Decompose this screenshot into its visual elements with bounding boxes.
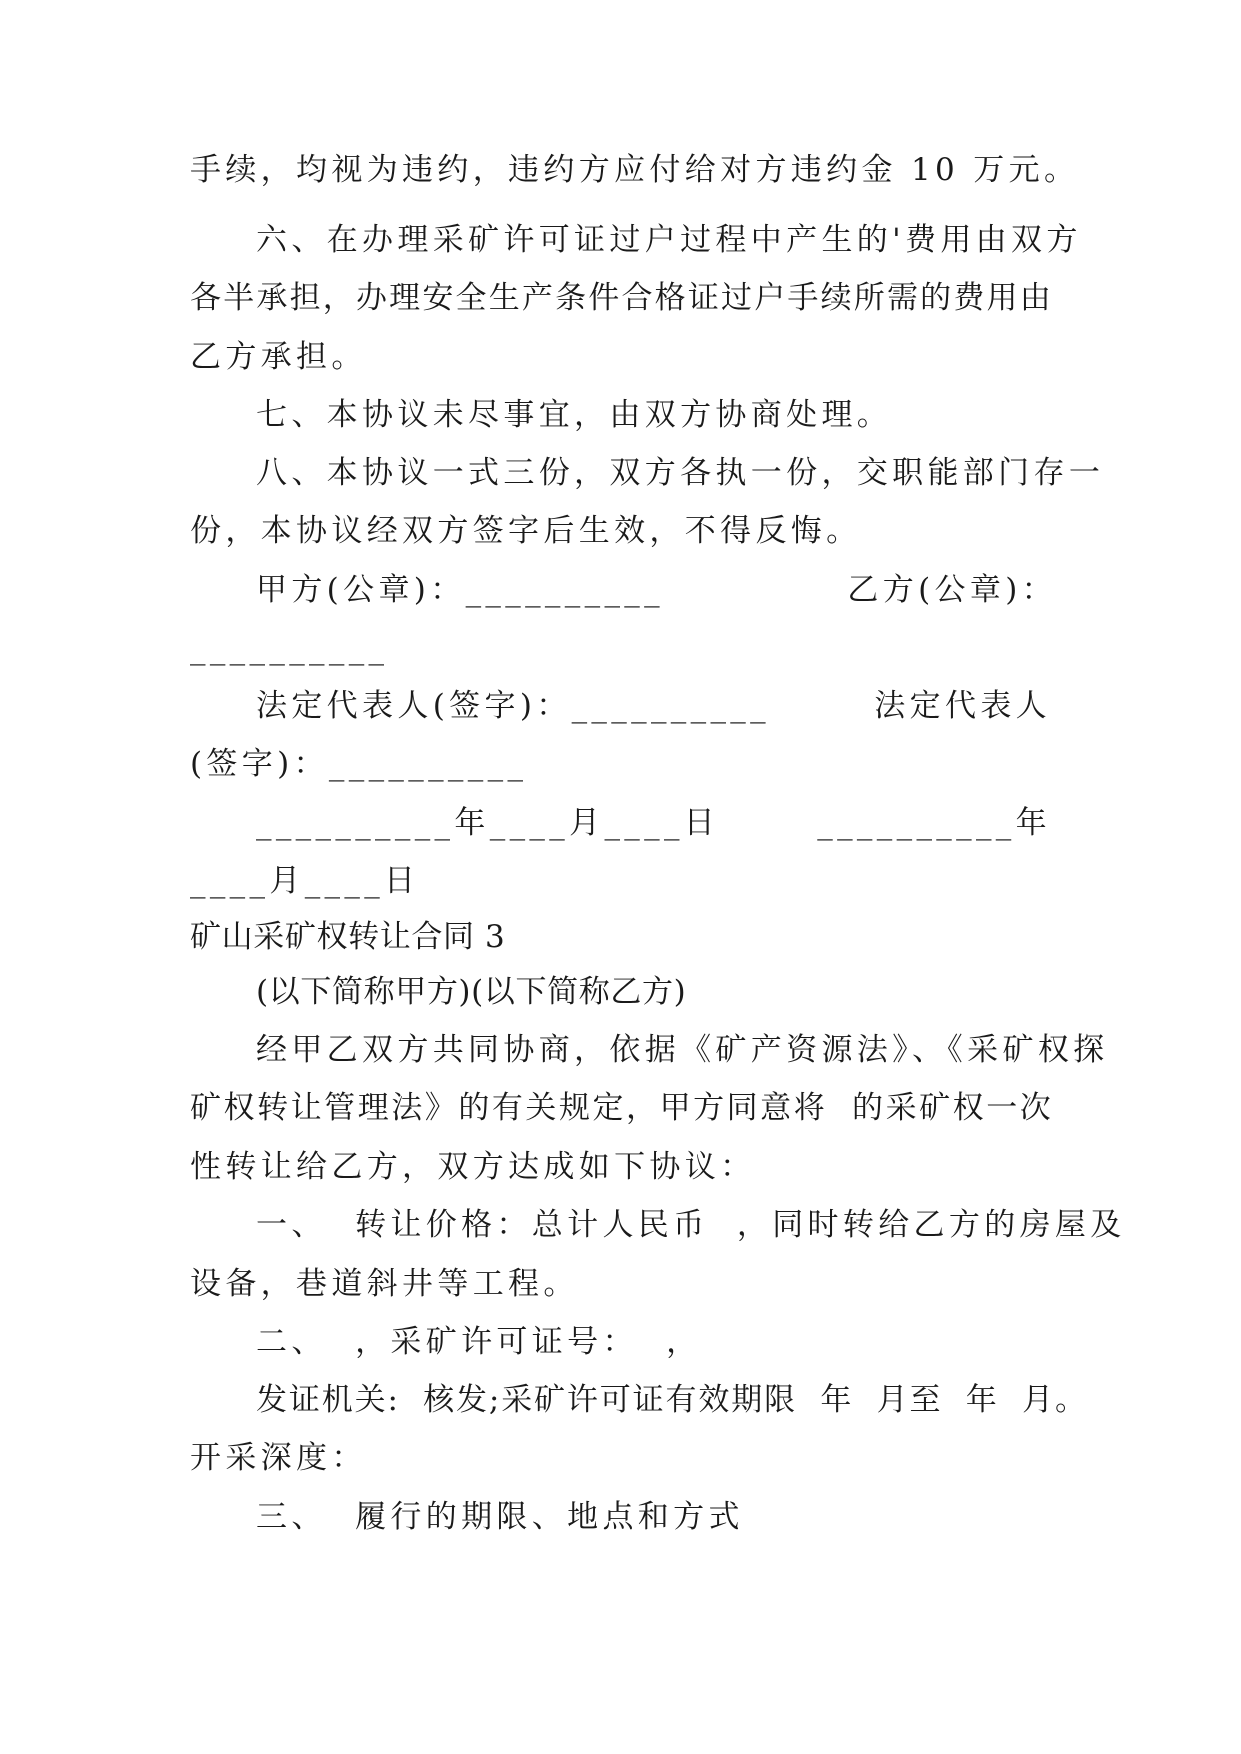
text-line: 各半承担，办理安全生产条件合格证过户手续所需的费用由: [190, 280, 1052, 316]
text-line: 乙方承担。: [190, 339, 367, 375]
text-line: 开采深度：: [190, 1440, 367, 1476]
text-line: 手续，均视为违约，违约方应付给对方违约金 10 万元。: [190, 152, 1080, 188]
text-line: 一、 转让价格：总计人民币 ，同时转给乙方的房屋及: [256, 1207, 1126, 1243]
text-line: 设备，巷道斜井等工程。: [190, 1266, 579, 1302]
party-b-seal: 乙方(公章)：: [847, 572, 1057, 608]
party-b-signature: (签字)：__________: [190, 746, 528, 782]
text-line: 二、 ，采矿许可证号： ，: [256, 1324, 702, 1360]
text-line: 八、本协议一式三份，双方各执一份，交职能部门存一: [256, 455, 1105, 491]
party-a-date: __________年____月____日: [256, 805, 720, 841]
text-line: 性转让给乙方，双方达成如下协议：: [190, 1149, 756, 1185]
text-line: 发证机关: 核发;采矿许可证有效期限 年 月至 年 月。: [256, 1382, 1088, 1418]
party-b-date-month-day: ____月____日: [190, 863, 420, 899]
text-line: 矿权转让管理法》的有关规定，甲方同意将 的采矿权一次: [190, 1090, 1052, 1126]
party-b-representative: 法定代表人: [874, 688, 1051, 724]
text-line: 六、在办理采矿许可证过户过程中产生的'费用由双方: [256, 222, 1082, 258]
party-a-representative: 法定代表人(签字)：__________: [256, 688, 770, 724]
text-line: 三、 履行的期限、地点和方式: [256, 1499, 744, 1535]
party-a-seal: 甲方(公章)：__________: [256, 572, 664, 608]
text-line: 份，本协议经双方签字后生效，不得反悔。: [190, 513, 862, 549]
text-line: 七、本协议未尽事宜，由双方协商处理。: [256, 397, 893, 433]
signature-blank: __________: [190, 630, 389, 666]
text-line: (以下简称甲方)(以下简称乙方): [256, 974, 687, 1010]
party-b-date-year: __________年: [817, 805, 1051, 841]
section-title: 矿山采矿权转让合同 3: [190, 919, 506, 955]
text-line: 经甲乙双方共同协商，依据《矿产资源法》、《采矿权探: [256, 1032, 1109, 1068]
